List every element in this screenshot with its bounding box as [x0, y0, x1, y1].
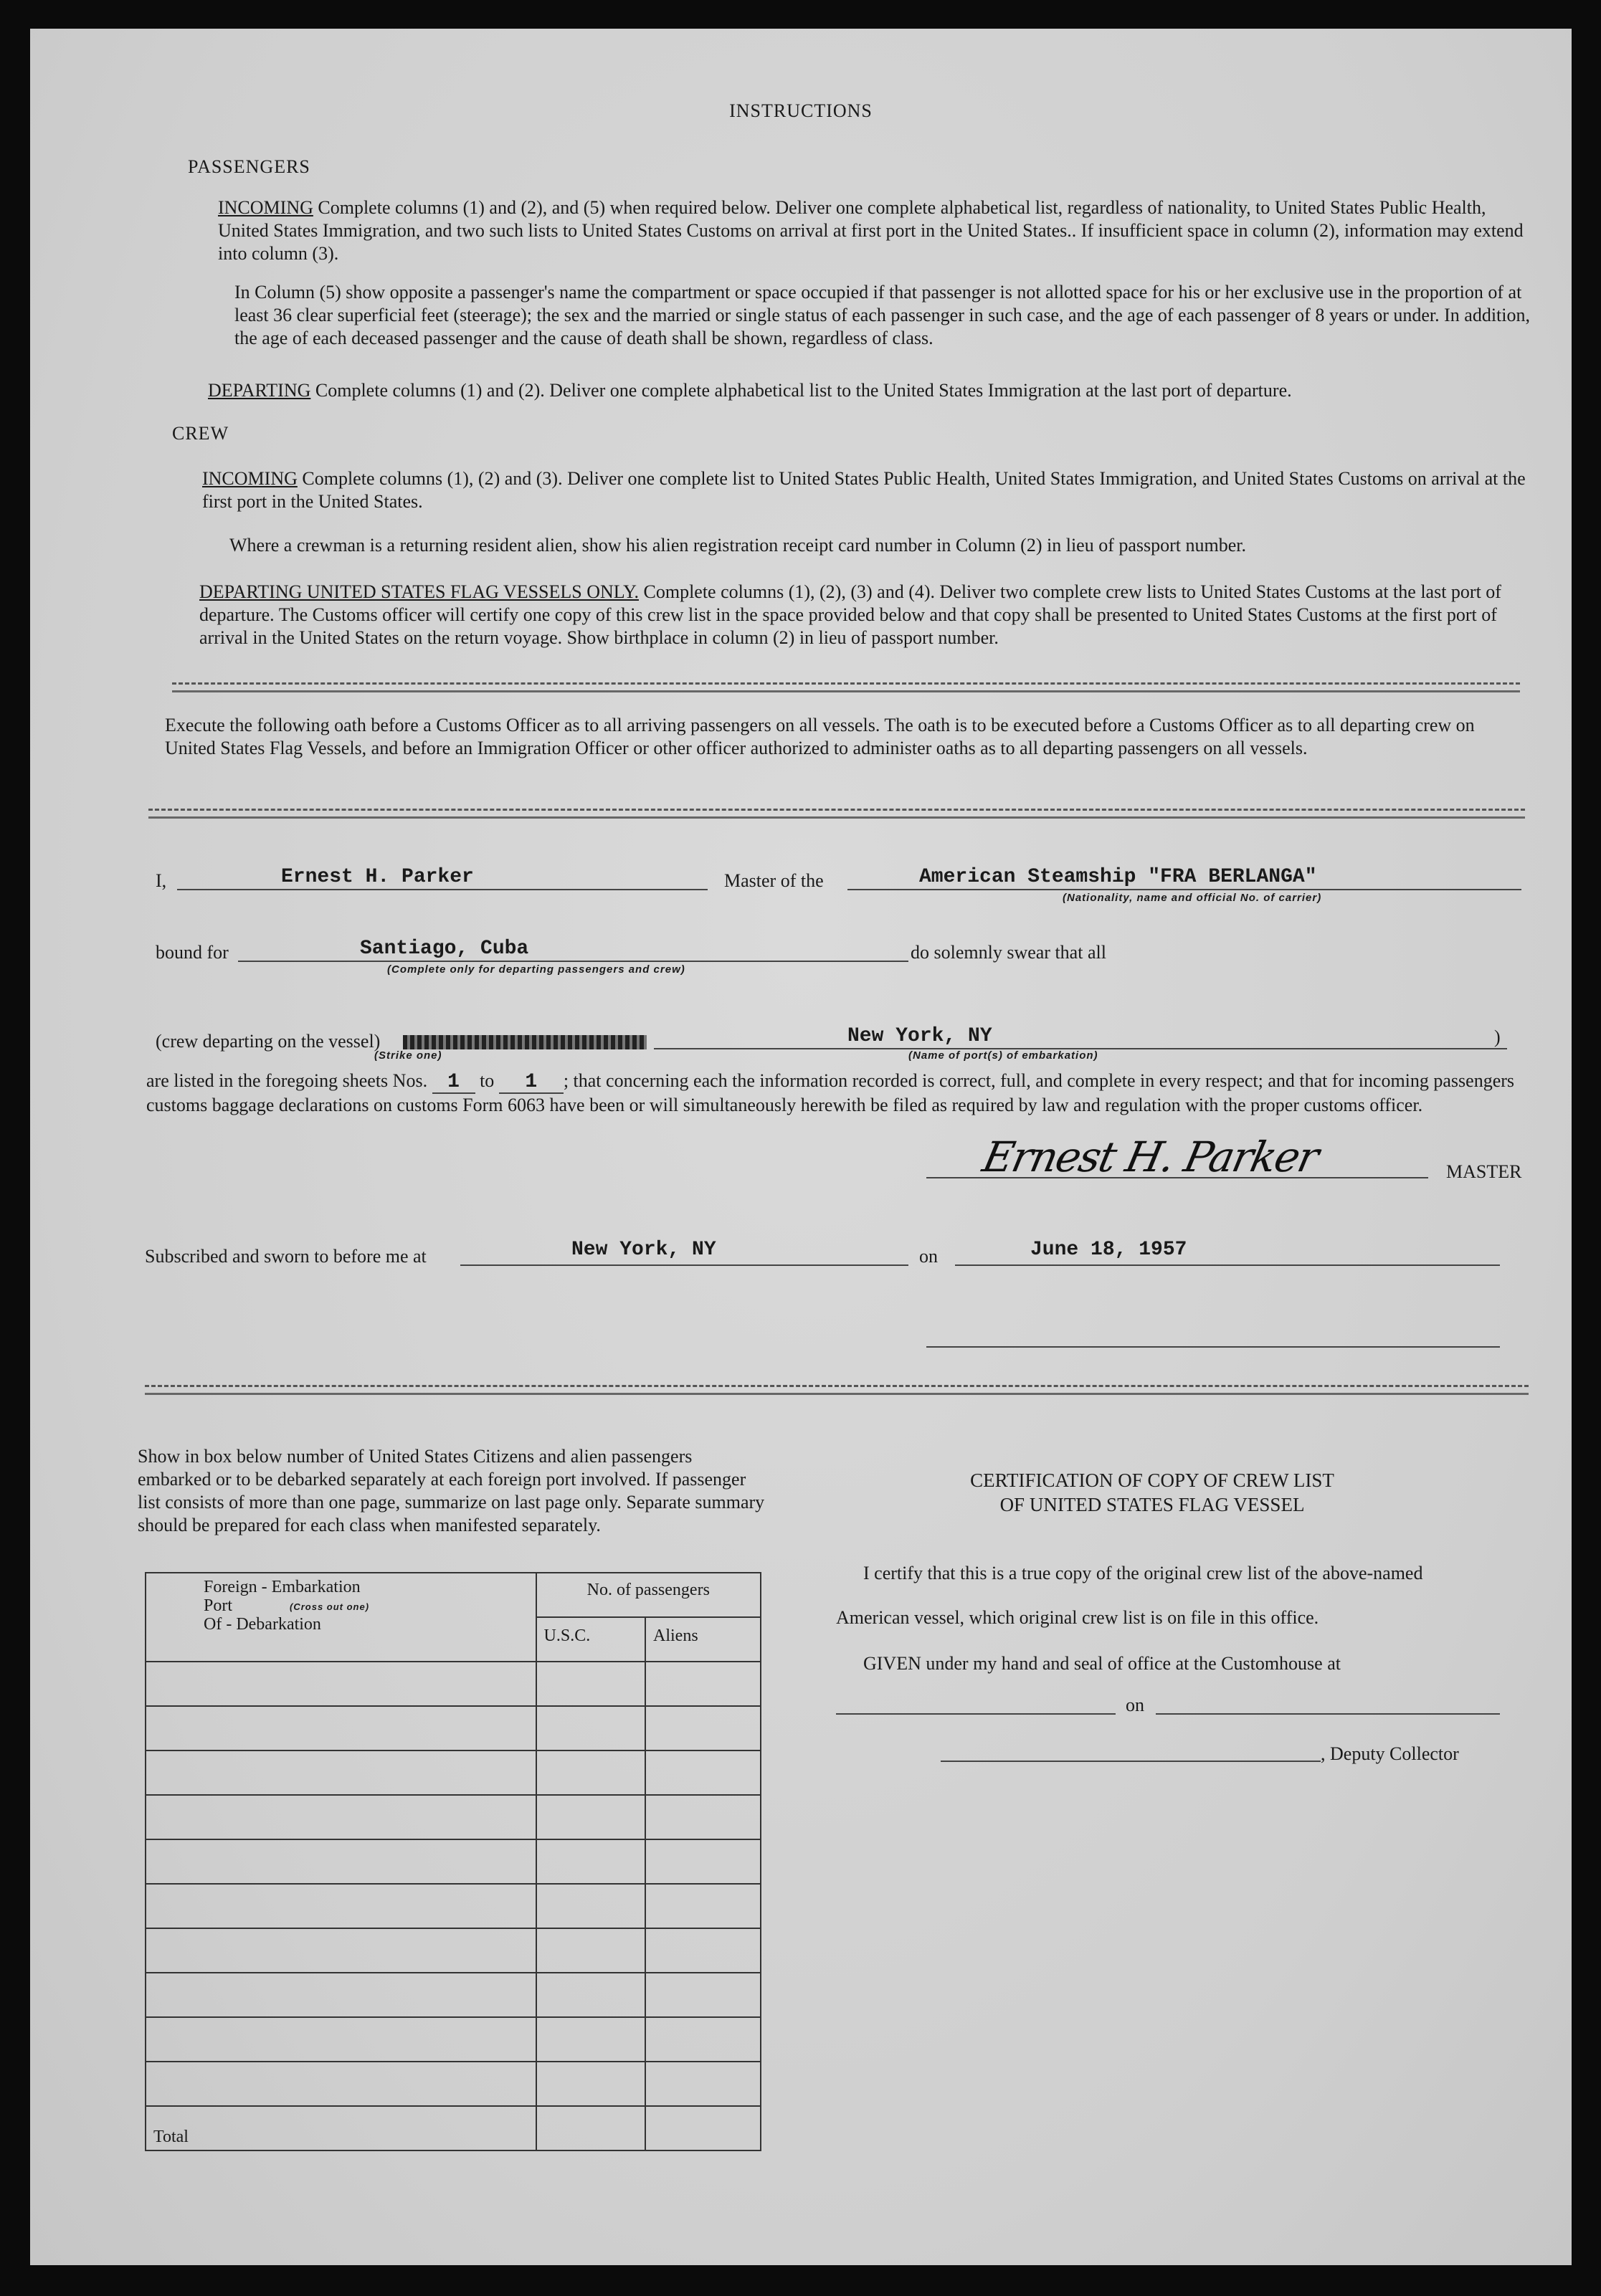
master-name-value: Ernest H. Parker — [281, 866, 474, 888]
table-row — [146, 1839, 761, 1884]
summary-instructions: Show in box below number of United States Citizens and alien passengers embarked or to be debarked separately at each foreign port involved. If passenger list consists of more than one page, summarize on last page only. Separate summary should be prepared for each class when manifested separately. — [138, 1446, 765, 1535]
table-row — [146, 1795, 761, 1839]
signature-line — [926, 1177, 1428, 1178]
section-divider-2 — [148, 809, 1525, 819]
crew-resident-text: Where a crewman is a returning resident alien, show his alien registration receipt card number in Column (2) in lieu of passport number. — [229, 535, 1247, 556]
table-row — [146, 1884, 761, 1928]
page-heading: INSTRUCTIONS — [729, 100, 873, 121]
deputy-collector-label: , Deputy Collector — [1321, 1743, 1459, 1764]
passengers-column-header: No. of passengers — [536, 1573, 761, 1617]
crew-departing-label: (crew departing on the vessel) — [156, 1031, 381, 1052]
oath-instructions: Execute the following oath before a Customs Officer as to all arriving passengers on all vessels. The oath is to be executed before a Customs Officer as to all departing crew on United States Flag Vessels, and before an Immigration Officer or other officer authorized to administer oaths as to all departing passengers on all vessels. — [165, 715, 1475, 758]
listed-text: ; that concerning each the information recorded is correct, full, and complete in every respect; and that for incoming passengers customs baggage declarations on customs Form 6063 have been or will simultaneously herewith be filed as required by law and regulation with the proper customs officer. — [146, 1070, 1515, 1115]
officer-signature-line — [926, 1346, 1500, 1348]
certification-text-1: I certify that this is a true copy of the original crew list of the above-named — [863, 1563, 1423, 1583]
crew-incoming-label: INCOMING — [202, 468, 298, 489]
crew-departing-label: DEPARTING UNITED STATES FLAG VESSELS ONLY. — [199, 581, 639, 602]
passengers-column5-text: In Column (5) show opposite a passenger's name the compartment or space occupied if that passenger is not allotted space for his or her exclusive use in the proportion of at least 36 clear superficial feet (steerage); the sex and the married or single status of each passenger in such case, and the age of each passenger of 8 years or under. In addition, the age of each deceased passenger and the cause of death shall be shown, regardless of class. — [234, 282, 1530, 348]
bound-for-value: Santiago, Cuba — [360, 938, 529, 960]
certification-text-3: GIVEN under my hand and seal of office at the Customhouse at — [863, 1653, 1341, 1674]
crew-departing-text: Complete columns (1), (2), (3) and (4). Deliver two complete crew lists to United States Customs at the last port of departure. The Customs officer will certify one copy of this crew list in the space provided below and that copy shall be presented to United States Customs at the first port of arrival in the United States on the return voyage. Show birthplace in column (2) in lieu of passport number. — [199, 581, 1501, 648]
sworn-date-line — [955, 1264, 1500, 1266]
port-value: New York, NY — [847, 1025, 992, 1047]
total-label: Total — [146, 2106, 536, 2150]
subscribed-label: Subscribed and sworn to before me at — [145, 1246, 427, 1267]
vessel-line — [847, 889, 1521, 890]
aliens-column-header: Aliens — [645, 1617, 761, 1662]
listed-paragraph — [146, 1070, 1530, 1117]
master-name-line — [177, 889, 708, 890]
certification-date-line — [1156, 1713, 1500, 1715]
deputy-signature-line — [941, 1761, 1321, 1762]
table-row — [146, 1662, 761, 1706]
table-row — [146, 1928, 761, 1973]
bound-for-label: bound for — [156, 942, 229, 963]
strikeout-text — [403, 1035, 647, 1049]
certification-on-label: on — [1126, 1695, 1144, 1715]
oath-i-label: I, — [156, 870, 167, 891]
vessel-caption: (Nationality, name and official No. of carrier) — [1063, 892, 1322, 904]
passengers-incoming-text: Complete columns (1) and (2), and (5) when required below. Deliver one complete alphabetical list, regardless of nationality, to United States Public Health, United States Immigration, and two such lists to United States Customs on arrival at first port in the United States.. If insufficient space in column (2), information may extend into column (3). — [218, 197, 1524, 264]
passengers-incoming-paragraph — [218, 196, 1530, 265]
table-row — [146, 1973, 761, 2017]
passengers-departing-text: Complete columns (1) and (2). Deliver one complete alphabetical list to the United States Immigration at the last port of departure. — [315, 380, 1292, 401]
sheet-to-value: 1 — [499, 1072, 564, 1094]
certification-title-1: CERTIFICATION OF COPY OF CREW LIST — [970, 1469, 1334, 1491]
strike-caption: (Strike one) — [374, 1049, 442, 1062]
crew-label: CREW — [172, 423, 229, 444]
master-signature: Ernest H. Parker — [978, 1133, 1322, 1181]
sworn-on-label: on — [919, 1246, 938, 1267]
master-label: MASTER — [1446, 1161, 1522, 1182]
port-caption: (Name of port(s) of embarkation) — [908, 1049, 1098, 1062]
table-row — [146, 1750, 761, 1795]
document-page — [30, 29, 1572, 2265]
sworn-place-value: New York, NY — [571, 1239, 716, 1261]
vessel-value: American Steamship "FRA BERLANGA" — [919, 866, 1317, 888]
port-column-header — [146, 1573, 536, 1662]
table-row — [146, 1706, 761, 1750]
certification-text-2: American vessel, which original crew list is on file in this office. — [836, 1607, 1319, 1628]
passengers-incoming-label: INCOMING — [218, 197, 313, 218]
swear-text: do solemnly swear that all — [911, 942, 1106, 963]
customhouse-line — [836, 1713, 1116, 1715]
crew-incoming-text: Complete columns (1), (2) and (3). Deliver one complete list to United States Public Health, United States Immigration, and United States Customs on arrival at the first port in the United States. — [202, 468, 1526, 512]
section-divider — [172, 682, 1520, 692]
total-row — [146, 2106, 761, 2150]
passengers-departing-paragraph — [208, 378, 1534, 403]
bound-for-line — [238, 961, 908, 962]
port-header-line-1: Foreign - Embarkation — [204, 1578, 361, 1596]
port-header-line-3: Of - Debarkation — [204, 1615, 321, 1634]
passengers-departing-label: DEPARTING — [208, 380, 311, 401]
bound-caption: (Complete only for departing passengers and crew) — [387, 963, 685, 976]
section-divider-3 — [145, 1385, 1529, 1395]
passengers-label: PASSENGERS — [188, 156, 310, 177]
passenger-summary-table — [145, 1572, 761, 2151]
port-header-caption: (Cross out one) — [290, 1601, 370, 1612]
certification-title-2: OF UNITED STATES FLAG VESSEL — [999, 1494, 1305, 1515]
table-row — [146, 2017, 761, 2062]
sworn-date-value: June 18, 1957 — [1030, 1239, 1187, 1261]
crew-incoming-paragraph — [202, 467, 1529, 513]
sheet-from-value: 1 — [432, 1072, 475, 1094]
port-header-line-2: Port — [204, 1596, 233, 1615]
listed-label: are listed in the foregoing sheets Nos. — [146, 1070, 428, 1091]
table-row — [146, 2062, 761, 2106]
closing-paren: ) — [1494, 1026, 1501, 1047]
usc-column-header: U.S.C. — [536, 1617, 645, 1662]
sworn-place-line — [460, 1264, 908, 1266]
crew-departing-paragraph — [199, 581, 1533, 649]
master-of-label: Master of the — [724, 870, 824, 891]
to-label: to — [480, 1070, 495, 1091]
